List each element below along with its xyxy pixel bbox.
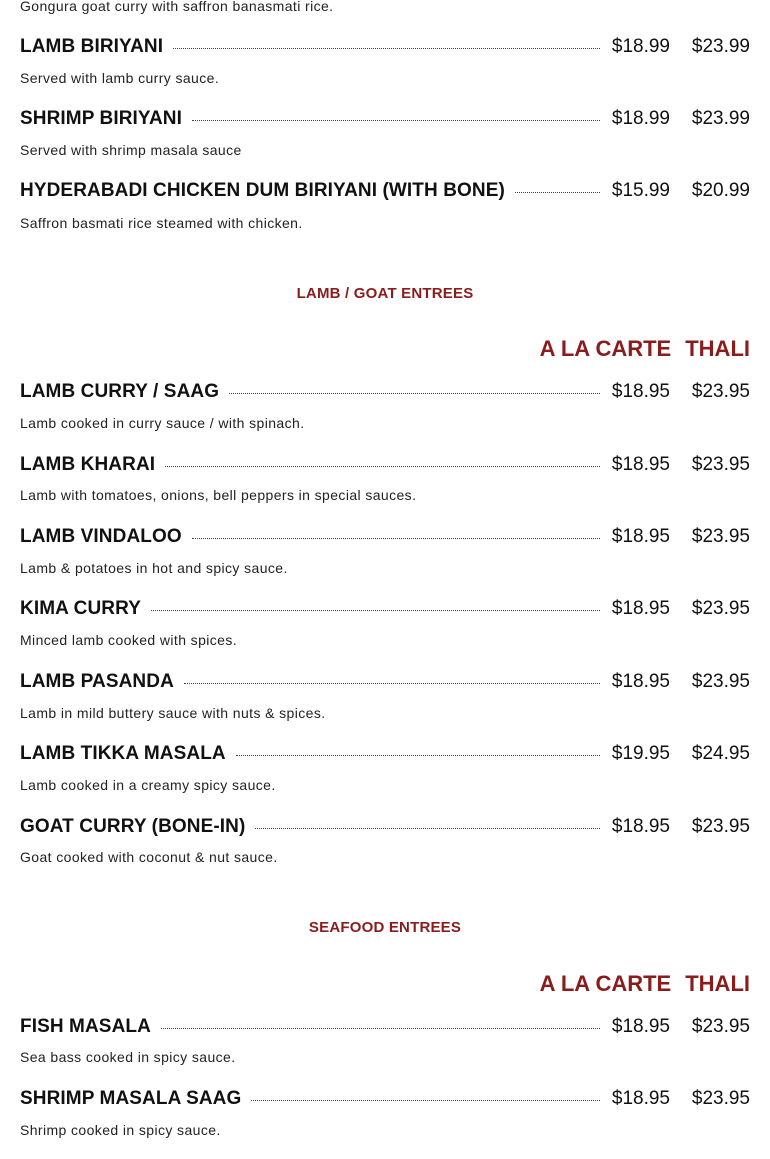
price-a-la-carte: $19.95 bbox=[611, 743, 670, 764]
column-header-thali: THALI bbox=[685, 336, 750, 361]
intro-description: Gongura goat curry with saffron banasmati rice. bbox=[20, 0, 334, 14]
item-name: LAMB BIRIYANI bbox=[20, 36, 164, 57]
dotted-leader bbox=[161, 1028, 600, 1029]
price-thali: $20.99 bbox=[691, 180, 750, 201]
dotted-leader bbox=[184, 683, 600, 684]
price-a-la-carte: $18.95 bbox=[611, 671, 670, 692]
dotted-leader bbox=[236, 755, 600, 756]
item-name: KIMA CURRY bbox=[20, 598, 141, 619]
item-description: Minced lamb cooked with spices. bbox=[20, 632, 238, 648]
menu-item-row bbox=[20, 453, 750, 477]
price-thali: $24.95 bbox=[691, 743, 750, 764]
item-name: LAMB TIKKA MASALA bbox=[20, 743, 226, 764]
price-thali: $23.95 bbox=[691, 454, 750, 475]
item-name: GOAT CURRY (BONE-IN) bbox=[20, 816, 246, 837]
item-description: Lamb cooked in curry sauce / with spinach. bbox=[20, 415, 305, 431]
dotted-leader bbox=[251, 1100, 600, 1101]
price-thali: $23.99 bbox=[691, 108, 750, 129]
price-a-la-carte: $18.95 bbox=[611, 816, 670, 837]
price-thali: $23.95 bbox=[691, 1088, 750, 1109]
item-name: LAMB PASANDA bbox=[20, 671, 174, 692]
dotted-leader bbox=[229, 393, 600, 394]
column-headers bbox=[540, 336, 750, 362]
item-name: FISH MASALA bbox=[20, 1016, 151, 1037]
column-headers bbox=[540, 971, 750, 997]
price-a-la-carte: $18.99 bbox=[611, 108, 670, 129]
price-a-la-carte: $18.95 bbox=[611, 526, 670, 547]
price-thali: $23.95 bbox=[691, 1016, 750, 1037]
column-header-a-la-carte: A LA CARTE bbox=[539, 971, 672, 996]
column-header-a-la-carte: A LA CARTE bbox=[539, 336, 672, 361]
price-a-la-carte: $18.95 bbox=[611, 1016, 670, 1037]
dotted-leader bbox=[165, 466, 600, 467]
price-thali: $23.95 bbox=[691, 816, 750, 837]
item-name: LAMB VINDALOO bbox=[20, 526, 182, 547]
item-description: Shrimp cooked in spicy sauce. bbox=[20, 1122, 221, 1138]
item-description: Goat cooked with coconut & nut sauce. bbox=[20, 849, 278, 865]
menu-item-row bbox=[20, 179, 750, 203]
menu-item-row bbox=[20, 742, 750, 766]
item-description: Served with lamb curry sauce. bbox=[20, 70, 220, 86]
menu-item-row bbox=[20, 1087, 750, 1111]
dotted-leader bbox=[192, 120, 600, 121]
price-thali: $23.99 bbox=[691, 36, 750, 57]
price-thali: $23.95 bbox=[691, 598, 750, 619]
dotted-leader bbox=[173, 48, 600, 49]
section-title-lamb-goat: LAMB / GOAT ENTREES bbox=[296, 285, 474, 302]
dotted-leader bbox=[255, 828, 600, 829]
price-a-la-carte: $18.95 bbox=[611, 598, 670, 619]
item-description: Lamb & potatoes in hot and spicy sauce. bbox=[20, 560, 288, 576]
price-a-la-carte: $18.95 bbox=[611, 454, 670, 475]
price-a-la-carte: $18.95 bbox=[611, 381, 670, 402]
item-name: LAMB KHARAI bbox=[20, 454, 156, 475]
item-name: SHRIMP BIRIYANI bbox=[20, 108, 182, 129]
dotted-leader bbox=[151, 610, 600, 611]
price-a-la-carte: $18.99 bbox=[611, 36, 670, 57]
dotted-leader bbox=[192, 538, 600, 539]
price-thali: $23.95 bbox=[691, 526, 750, 547]
item-description: Lamb cooked in a creamy spicy sauce. bbox=[20, 777, 276, 793]
dotted-leader bbox=[515, 192, 600, 193]
price-thali: $23.95 bbox=[691, 671, 750, 692]
item-name: HYDERABADI CHICKEN DUM BIRIYANI (WITH BONE) bbox=[20, 180, 505, 201]
column-header-thali: THALI bbox=[685, 971, 750, 996]
menu-item-row bbox=[20, 670, 750, 694]
menu-item-row bbox=[20, 1015, 750, 1039]
menu-item-row bbox=[20, 35, 750, 59]
item-description: Sea bass cooked in spicy sauce. bbox=[20, 1049, 236, 1065]
price-a-la-carte: $15.99 bbox=[611, 180, 670, 201]
menu-item-row bbox=[20, 815, 750, 839]
item-description: Served with shrimp masala sauce bbox=[20, 142, 242, 158]
item-description: Lamb in mild buttery sauce with nuts & spices. bbox=[20, 705, 326, 721]
menu-item-row bbox=[20, 525, 750, 549]
menu-item-row bbox=[20, 107, 750, 131]
item-description: Saffron basmati rice steamed with chicken. bbox=[20, 215, 303, 231]
menu-item-row bbox=[20, 380, 750, 404]
price-thali: $23.95 bbox=[691, 381, 750, 402]
price-a-la-carte: $18.95 bbox=[611, 1088, 670, 1109]
item-description: Lamb with tomatoes, onions, bell peppers in special sauces. bbox=[20, 487, 417, 503]
item-name: SHRIMP MASALA SAAG bbox=[20, 1088, 242, 1109]
item-name: LAMB CURRY / SAAG bbox=[20, 381, 220, 402]
menu-item-row bbox=[20, 597, 750, 621]
section-title-seafood: SEAFOOD ENTREES bbox=[308, 919, 462, 936]
